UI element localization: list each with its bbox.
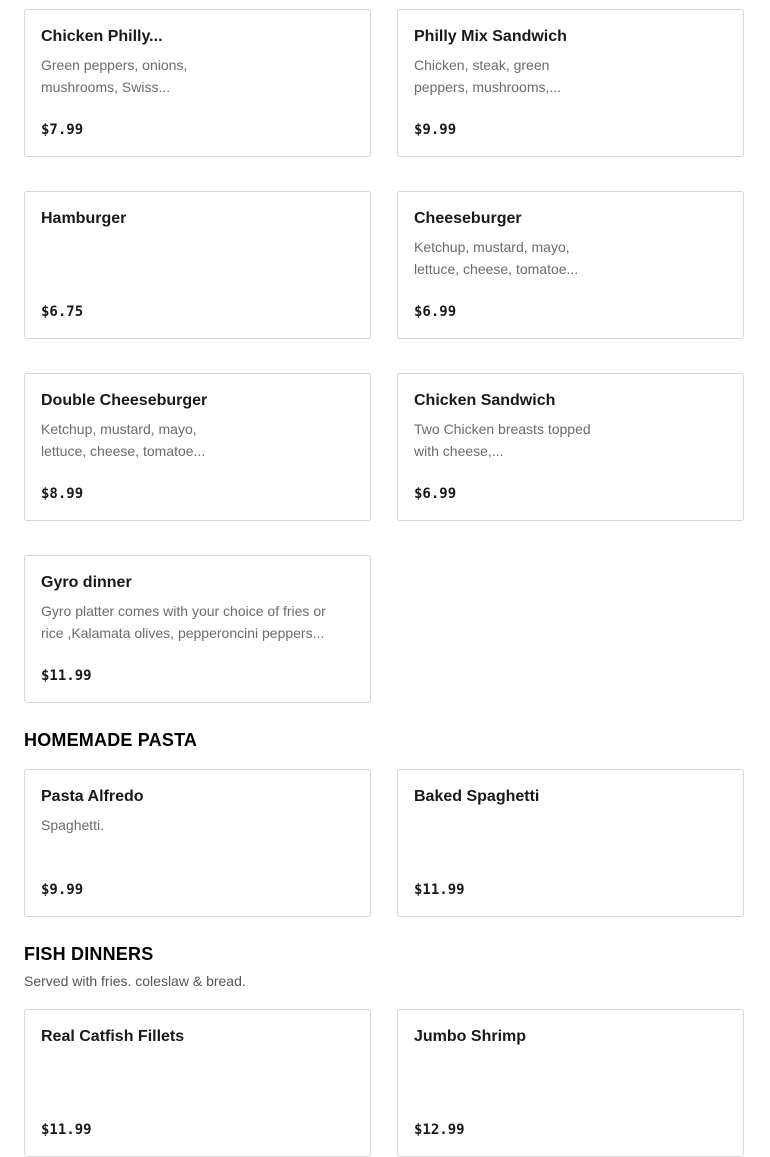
item-description: Chicken, steak, green peppers, mushrooms,...: [414, 57, 562, 95]
item-name: Philly Mix Sandwich: [414, 28, 567, 45]
item-name: Jumbo Shrimp: [414, 1028, 527, 1045]
item-description: Green peppers, onions, mushrooms, Swiss...: [41, 57, 188, 95]
item-description: Ketchup, mustard, mayo, lettuce, cheese, tomatoe...: [41, 421, 206, 459]
item-name: Cheeseburger: [414, 210, 522, 227]
item-name: Real Catfish Fillets: [41, 1028, 185, 1045]
item-price: $9.99: [414, 122, 457, 138]
menu-item-card[interactable]: [24, 191, 371, 339]
item-price: $11.99: [41, 1122, 92, 1138]
item-name: Pasta Alfredo: [41, 788, 144, 805]
menu-item-card[interactable]: [397, 1009, 744, 1157]
menu-item-card[interactable]: [397, 191, 744, 339]
item-price: $11.99: [414, 882, 465, 898]
item-price: $6.75: [41, 304, 84, 320]
section-title: HOMEMADE PASTA: [24, 730, 198, 750]
item-price: $9.99: [41, 882, 84, 898]
menu-item-card[interactable]: [24, 555, 371, 703]
item-price: $6.99: [414, 304, 457, 320]
menu-item-card[interactable]: [24, 373, 371, 521]
menu-item-card[interactable]: [397, 9, 744, 157]
menu-item-card[interactable]: [24, 769, 371, 917]
section-title: FISH DINNERS: [24, 944, 154, 964]
item-name: Baked Spaghetti: [414, 788, 540, 805]
item-price: $7.99: [41, 122, 84, 138]
item-price: $12.99: [414, 1122, 465, 1138]
menu-item-card[interactable]: [397, 373, 744, 521]
menu-item-card[interactable]: [24, 1009, 371, 1157]
menu-item-card[interactable]: [397, 769, 744, 917]
item-description: Spaghetti.: [41, 817, 105, 833]
item-description: Gyro platter comes with your choice of fries or rice ,Kalamata olives, pepperoncini peppers...: [41, 603, 326, 641]
section-subtitle: Served with fries. coleslaw & bread.: [24, 973, 246, 989]
item-name: Hamburger: [41, 210, 127, 227]
item-name: Double Cheeseburger: [41, 392, 208, 409]
item-name: Gyro dinner: [41, 574, 132, 591]
item-description: Two Chicken breasts topped with cheese,...: [414, 421, 591, 459]
item-name: Chicken Sandwich: [414, 392, 556, 409]
item-description: Ketchup, mustard, mayo, lettuce, cheese, tomatoe...: [414, 239, 579, 277]
item-name: Chicken Philly...: [41, 28, 163, 45]
item-price: $6.99: [414, 486, 457, 502]
item-price: $8.99: [41, 486, 84, 502]
menu-item-card[interactable]: [24, 9, 371, 157]
item-price: $11.99: [41, 668, 92, 684]
